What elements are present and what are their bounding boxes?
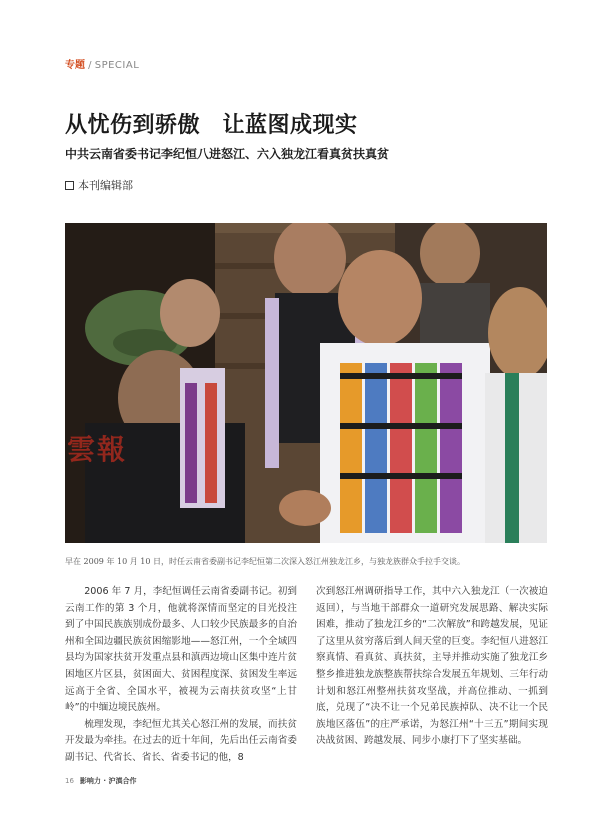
square-bullet-icon [65,181,74,190]
body-column-left [65,584,297,767]
section-label-zh: 专题 [65,60,85,71]
author-name: 本刊编辑部 [78,179,133,192]
page-number: 16 [65,777,74,785]
author-line [65,177,133,193]
publication-name: 影响力 · 沪滇合作 [79,777,137,785]
body-column-right [316,584,548,750]
photo-watermark: 雲報 [67,433,128,466]
body-paragraph: 梳理发现，李纪恒尤其关心怒江州的发展，而扶贫开发最为牵挂。在过去的近十年间，先后出任云南省委副书记、代省长、省长、省委书记的他，8 [65,718,297,763]
photo-illustration [65,223,547,543]
body-paragraph: 2006 年 7 月，李纪恒调任云南省委副书记。初到云南工作的第 3 个月，他就将深情而坚定的目光投注到了中国民族族别成份最多、人口较少民族最多的自治州和全国边疆民族贫困缩影地——怒江州，一个全域四县均为国家扶贫开发重点县和滇西边境山区集中连片贫困地区片区县，贫困面大、贫困程度深、贫困发生率远远高于全省、全国水平，被视为云南扶贫攻坚“上甘岭”的中缅边境民族州。 [65,586,297,714]
article-title: 从忧伤到骄傲 让蓝图成现实 [65,113,358,138]
page-footer [65,776,136,786]
photo-caption: 早在 2009 年 10 月 10 日，时任云南省委副书记李纪恒第二次深入怒江州独龙江乡，与独龙族群众手拉手交谈。 [65,557,465,566]
article-photo [65,223,547,543]
section-separator: / [85,60,95,71]
body-paragraph: 次到怒江州调研指导工作，其中六入独龙江（一次被迫返回），与当地干部群众一道研究发展思路、解决实际困难，推动了独龙江乡的“二次解放”和跨越发展，见证了这里从贫穷落后到人间天堂的巨变。李纪恒八进怒江察真情、看真贫、真扶贫，主导并推动实施了独龙江乡整乡推进独龙族整族帮扶综合发展五年规划、三年行动计划和怒江州整州扶贫攻坚战，并高位推动、一抓到底，兑现了“决不让一个兄弟民族掉队、决不让一个民族地区落伍”的庄严承诺，为怒江州“十三五”期间实现决战贫困、跨越发展、同步小康打下了坚实基础。 [316,586,548,747]
section-label-en: SPECIAL [94,60,140,71]
article-subtitle: 中共云南省委书记李纪恒八进怒江、六入独龙江看真贫扶真贫 [65,147,390,161]
section-tag [65,56,139,71]
